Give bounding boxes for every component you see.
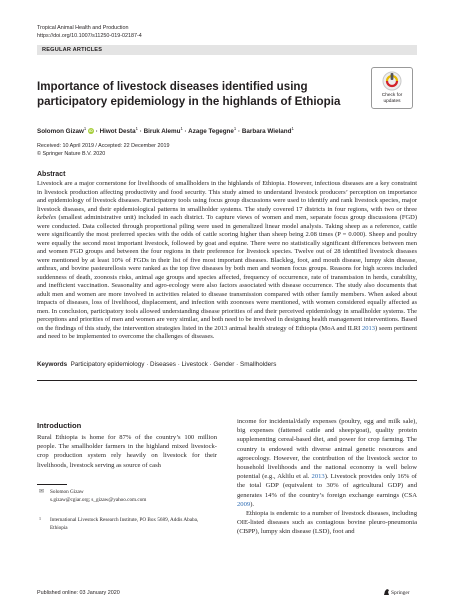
abstract-part: Livestock are a major cornerstone for livelihoods of smallholders in the highlands of Ethiopia. However, infectious diseases are a key constraint in livestock production affecting productivity and food security. This study aimed to understand livestock producers’ perception on importance and epidemiology of livestock diseases. Participatory tools using focus group discussions were used to identify and rank livestock species, major livestock diseases, and their epidemiological patterns in smallholder systems. The study covered 17 districts in four regions, with two or three (37, 180, 417, 213)
intro-paragraph: Ethiopia is endemic to a number of livestock diseases, including OIE-listed diseases such as contagious bovine pleuro-pneumonia (CBPP), lumpy skin disease (LSD), foot and (237, 510, 417, 536)
intro-text: ). (250, 500, 255, 508)
author-list (37, 124, 417, 136)
check-for-updates-icon (381, 70, 403, 92)
intro-text: income for incidental/daily expenses (poultry, egg and milk sale), big expenses (fattened cattle and sheep/goat), quality protein supplementing cereal-based diet, and power for crop farming. The country is endowed with diverse animal genetic resources and agroecology. However, the contribution of the livestock sector to household livelihoods and the national economy is well below potential (e.g., Aklilu et al. (237, 418, 417, 481)
author-name[interactable]: Barbara Wieland (241, 128, 292, 136)
journal-name: Tropical Animal Health and Production (37, 25, 129, 31)
author-affiliation-number: 1 (291, 126, 294, 131)
springer-horse-icon (383, 588, 390, 596)
abstract-text (37, 180, 417, 342)
orcid-icon[interactable]: iD (89, 129, 93, 134)
corresponding-author-email[interactable]: s.gizaw@cgiar.org; s_gizaw@yahoo.com.com (50, 497, 147, 503)
introduction-right-column (237, 417, 417, 537)
article-type-label: REGULAR ARTICLES (42, 47, 103, 53)
abstract-part: (smallest administrative unit) included in each district. To capture views of women and men, separate focus group discussions (FGD) were conducted. Data collected through proportional piling were used in generalized linear model analysis. Taking sheep as a reference, cattle were significantly the most preferred species with the odds of cattle scoring higher than sheep being 2.08 times (P = 0.000). Sheep and poultry were equally the second most important livestock, followed by goat and equine. There were no statistically significant differences between men and women FGD groups and between the four regions in their preference for livestock species. Twelve out of 28 identified livestock diseases were mentioned by at least 10% of FGDs in their list of five most important diseases. Blackleg, foot, and mouth disease, lumpy skin disease, anthrax, and bovine pasteurellosis were ranked as the top five diseases by both men and women focus groups. Reasons for high scores included suddenness of death, zoonosis risks, animal age groups and species affected, frequency of occurrence, rate of transmission in herds, curability, and inefficient vaccination. Seasonality and agro-ecology were also factors associated with disease occurrence. The study also documents that adult men and women are more involved in activities related to disease transmission compared with other family members. When asked about impacts of diseases, loss of livelihood, displacement, and infection with zoonoses were mentioned, with women considered equally affected as men. In conclusion, participatory tools allowed understanding disease priorities of and their perceived epidemiology in smallholder systems. The perceptions and priorities of men and women are very similar, and both need to be involved in designing health management interventions. Based on the findings of this study, the intervention strategies listed in the 2013 animal health strategy of Ethiopia (MoA and ILRI (37, 214, 417, 332)
keywords-list: Participatory epidemiology · Diseases · Livestock · Gender · Smallholders (70, 361, 277, 368)
corresponding-author-name: Solomon Gizaw (50, 489, 84, 495)
author-affiliation-number: 1 (233, 126, 237, 131)
abstract-heading: Abstract (37, 171, 66, 178)
author-name[interactable]: Hiwot Desta (99, 128, 136, 136)
author-separator: · (93, 128, 100, 136)
introduction-left-column: Rural Ethiopia is home for 87% of the country’s 100 million people. The smallholder farmers in the highland mixed livestock-crop production system rely heavily on livestock for their livelihoods, livestock serving as source of cash (37, 434, 217, 469)
footnote-divider (37, 484, 67, 485)
author-affiliation-number: 1 (135, 126, 138, 131)
author-affiliation-number: 1 (180, 126, 183, 131)
author-name[interactable]: Azage Tegegne (188, 128, 234, 136)
keywords-line (37, 360, 417, 369)
email-icon: ✉ (39, 489, 45, 495)
author-name[interactable]: Biruk Alemu (143, 128, 181, 136)
intro-text: ). Livestock provides only 16% of the total GDP (equivalent to 30% of agricultural GDP) and generates 14% of the country’s foreign exchange earnings (CSA (237, 473, 417, 499)
section-divider (37, 380, 417, 381)
doi-link[interactable]: https://doi.org/10.1007/s11250-019-02187-4 (37, 33, 142, 39)
check-for-updates-line2: updates (383, 99, 401, 104)
affiliation-text: International Livestock Research Institute, PO Box 5689, Addis Ababa, Ethiopia (50, 517, 199, 531)
author-name[interactable]: Solomon Gizaw (37, 128, 84, 136)
author-separator: · (182, 128, 189, 136)
citation-link[interactable]: 2013 (361, 324, 375, 332)
author-separator: · (137, 128, 144, 136)
publisher-logo-text: Springer (391, 590, 410, 596)
abstract-part: ) seem pertinent and need to be implemented to overcome the challenges of diseases. (37, 324, 418, 341)
copyright-line: © Springer Nature B.V. 2020 (37, 151, 106, 157)
citation-link[interactable]: 2009 (237, 500, 251, 508)
introduction-heading: Introduction (37, 421, 82, 430)
abstract-italic-term: kebeles (37, 214, 57, 222)
author-affiliation-number: 1 (83, 126, 87, 131)
intro-paragraph (237, 417, 417, 509)
affiliation-number: 1 (39, 516, 41, 521)
article-title: Importance of livestock diseases identified using participatory epidemiology in the highlands of Ethiopia (37, 80, 341, 108)
author-separator: · (236, 128, 242, 136)
received-accepted-dates: Received: 10 April 2019 / Accepted: 22 December 2019 (37, 143, 170, 149)
check-for-updates-line1: Check for (381, 93, 403, 98)
citation-link[interactable]: 2013 (311, 473, 325, 481)
published-online-date: Published online: 03 January 2020 (37, 590, 120, 596)
keywords-label: Keywords (37, 361, 68, 368)
